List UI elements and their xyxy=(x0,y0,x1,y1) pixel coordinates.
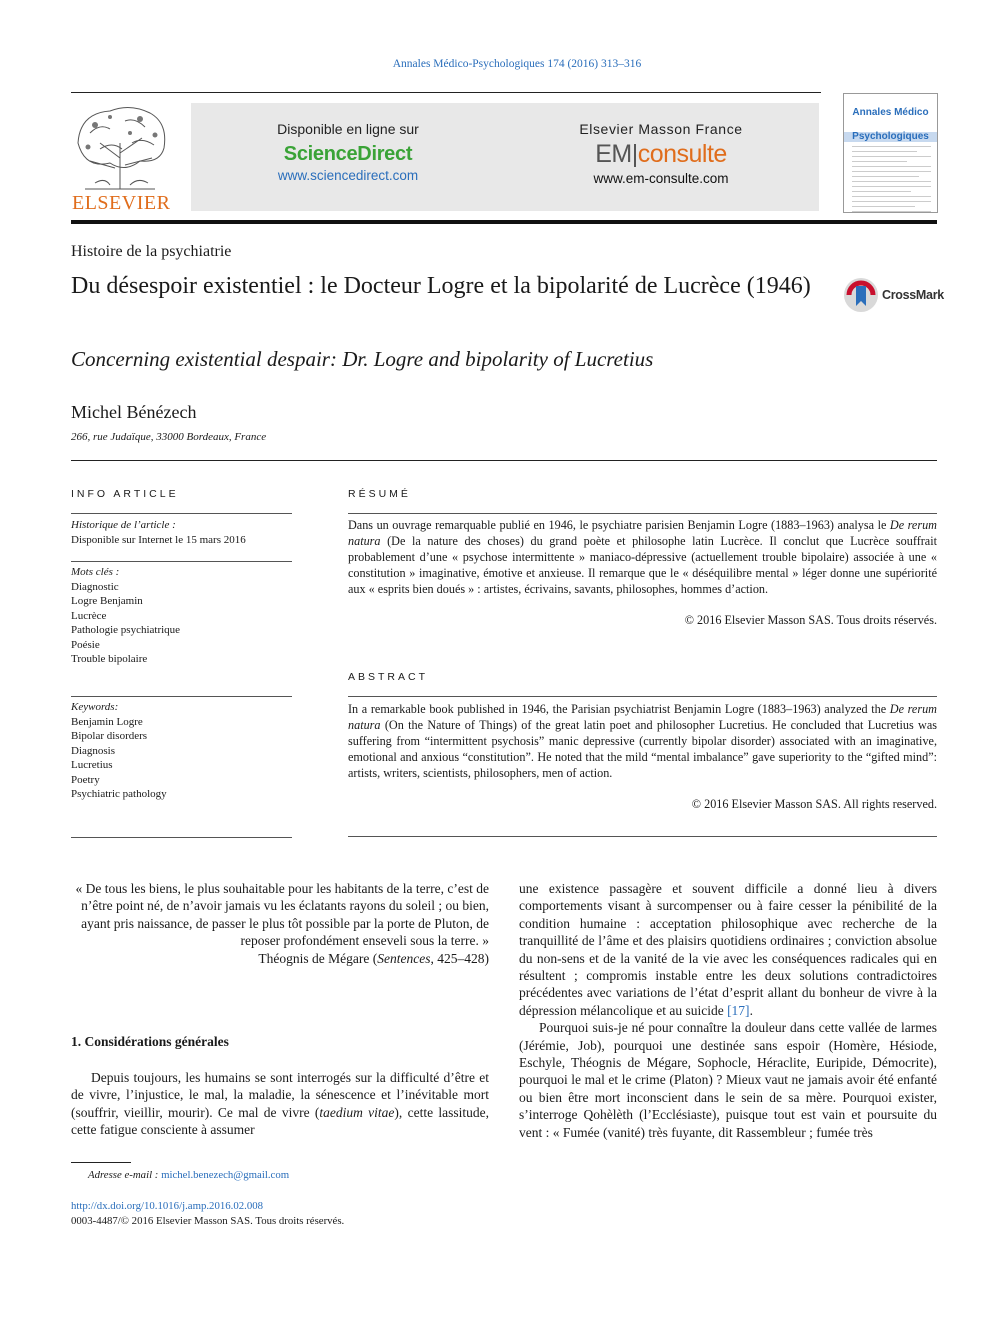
resume-italic: De rerum natura xyxy=(348,518,937,548)
reference-link-17[interactable]: [17] xyxy=(727,1002,750,1018)
doi-link[interactable]: http://dx.doi.org/10.1016/j.amp.2016.02.008 xyxy=(71,1200,264,1212)
epigraph-source: Théognis de Mégare (Sentences, 425–428) xyxy=(258,950,489,966)
sciencedirect-logo[interactable]: ScienceDirect xyxy=(283,143,413,165)
info-rule-2 xyxy=(71,561,292,562)
cover-title-line2: Psychologiques xyxy=(844,132,937,142)
header-rule-thick xyxy=(71,220,937,224)
email-link[interactable]: michel.benezech@gmail.com xyxy=(161,1169,290,1181)
resume-part: Dans un ouvrage remarquable publié en 1946, le psychiatre parisien Benjamin Logre (1883–1963) analysa le xyxy=(348,518,890,532)
col1-text: ), cette lassitude, cette fatigue consciente à assumer xyxy=(71,1104,490,1138)
resume-part: (De la nature des choses) du grand poète et philosophe latin Lucrèce. Il conclut que Lucrèce souffrait probablement d’une « psychose intermittente » maniaco-dépressive (actuellement trouble bipolaire) associée à une « constitution » imaginative, émotive et anxieuse. Il remarque que le « déséquilibre mental » léger donne une supériorité aux « esprits bien doués » : artistes, écrivains, savants, philosophes, hommes d’action. xyxy=(348,534,937,596)
abstract-rule xyxy=(348,696,937,697)
footnote-email xyxy=(88,1169,289,1181)
keyword-fr: Logre Benjamin xyxy=(71,595,143,607)
info-article-heading: INFO ARTICLE xyxy=(71,488,179,500)
cover-title-line1: Annales Médico xyxy=(852,107,929,118)
crossmark-icon[interactable] xyxy=(843,277,879,313)
col1-italic: taedium vitae xyxy=(319,1104,395,1120)
keywords-en-label: Keywords: xyxy=(71,701,119,713)
section-1-title: 1. Considérations générales xyxy=(71,1034,229,1049)
keyword-fr: Pathologie psychiatrique xyxy=(71,624,181,636)
article-title: Du désespoir existentiel : le Docteur Logre et la bipolarité de Lucrèce (1946) xyxy=(71,273,811,299)
keywords-fr-label: Mots clés : xyxy=(71,566,120,578)
em-bar: | xyxy=(631,140,638,168)
col2-paragraph-1: une existence passagère et souvent difficile a donné lieu à divers comportements visant à surcompenser ou à faire cesser la pénibilité de la condition humaine : acceptation philosophique avec recherche de la tranquillité de l’âme et des plaisirs quotidiens ordinaires ; conviction absolue du non-sens et de la vanité de la vie avec les conséquences radicales qui en résultent ; compromis instable entre les deux solutions contradictoires précédentes avec variations de l’état d’esprit allant du bonheur de vivre à la dépression mélancolique et au suicide [17]. xyxy=(519,881,937,1018)
abstract-heading: ABSTRACT xyxy=(348,671,429,683)
crossmark-label[interactable]: CrossMark xyxy=(882,288,944,302)
history-value: Disponible sur Internet le 15 mars 2016 xyxy=(71,533,246,546)
info-rule-4 xyxy=(71,837,292,838)
keyword-en: Diagnosis xyxy=(71,744,115,757)
keyword-en: Bipolar disorders xyxy=(71,730,148,742)
resume-text xyxy=(348,517,937,597)
keywords-en xyxy=(71,700,292,802)
sciencedirect-link[interactable]: www.sciencedirect.com xyxy=(277,168,419,183)
history-label: Historique de l’article : xyxy=(71,519,176,531)
consulte-part: consulte xyxy=(637,140,727,168)
elsevier-masson-label: Elsevier Masson France xyxy=(579,121,743,137)
journal-citation[interactable]: Annales Médico-Psychologiques 174 (2016) 313–316 xyxy=(392,58,642,70)
em-part: EM xyxy=(595,140,632,168)
footnote-rule xyxy=(71,1162,131,1163)
availability-banner xyxy=(191,103,819,211)
col2-paragraph-2: Pourquoi suis-je né pour connaître la douleur dans cette vallée de larmes (Jérémie, Job), pourquoi une destinée sans espoir (Homère, Hésiode, Eschyle, Théognis de Mégare, Sophocle, Héraclite, Euripide, Démocrite), pourquoi le mal et le crime (Platon) ? Mieux vaut ne jamais avoir été enfanté ou bien être mort inconscient dans le sein de sa mère. Pourquoi exister, s’interroge Qohèlèth (l’Ecclésiaste), puisque tout est vain et poursuite du vent : « Fumée (vanité) très fuyante, dit Rassembleur ; fumée très xyxy=(519,1020,937,1140)
keyword-fr: Lucrèce xyxy=(71,609,107,622)
keyword-fr: Diagnostic xyxy=(71,580,119,593)
article-section: Histoire de la psychiatrie xyxy=(71,243,232,260)
body-col2 xyxy=(519,880,937,1141)
available-online-label: Disponible en ligne sur xyxy=(277,121,419,137)
epigraph-text: « De tous les biens, le plus souhaitable pour les habitants de la terre, c’est de n’être point né, de n’avoir jamais vu les éclatants rayons du soleil ; ou bien, ayant pris naissance, de passer le plus tôt possible par la porte de Pluton, de reposer profondément enseveli sous la terre. » xyxy=(75,881,489,949)
email-label: Adresse e-mail : xyxy=(88,1169,162,1181)
emconsulte-logo[interactable] xyxy=(541,140,781,169)
info-rule-3 xyxy=(71,696,292,697)
author-affiliation: 266, rue Judaïque, 33000 Bordeaux, France xyxy=(71,431,267,443)
sciencedirect-block xyxy=(231,121,465,183)
abstract-rule-bottom xyxy=(348,836,937,837)
body-col1-paragraph xyxy=(71,1069,489,1139)
issn-copyright: 0003-4487/© 2016 Elsevier Masson SAS. Tous droits réservés. xyxy=(71,1215,345,1227)
keyword-fr: Poésie xyxy=(71,638,100,651)
keywords-fr xyxy=(71,565,292,667)
abstract-italic: De rerum natura xyxy=(348,702,937,732)
epigraph xyxy=(71,880,489,967)
col1-text: Depuis toujours, les humains se sont interrogés sur la difficulté d’être et de vivre, l’injustice, le mal, la maladie, la sénescence et l’inévitable mort (souffrir, vieillir, mourir). Ce mal de vivre ( xyxy=(71,1070,489,1120)
title-block-rule xyxy=(71,460,937,461)
emconsulte-link[interactable]: www.em-consulte.com xyxy=(593,171,729,186)
abstract-text xyxy=(348,701,937,781)
resume-rule xyxy=(348,513,937,514)
abstract-copyright: © 2016 Elsevier Masson SAS. All rights reserved. xyxy=(691,797,937,811)
header-rule-top xyxy=(71,92,821,93)
resume-heading: RÉSUMÉ xyxy=(348,488,411,500)
elsevier-wordmark: ELSEVIER xyxy=(72,192,171,214)
resume-copyright: © 2016 Elsevier Masson SAS. Tous droits réservés. xyxy=(684,613,937,627)
author-name: Michel Bénézech xyxy=(71,402,197,422)
keyword-en: Poetry xyxy=(71,773,100,786)
article-subtitle: Concerning existential despair: Dr. Logre and bipolarity of Lucretius xyxy=(71,347,654,371)
journal-cover-thumbnail[interactable] xyxy=(843,93,938,213)
abstract-part: (On the Nature of Things) of the great latin poet and philosopher Lucretius. He concluded that Lucretius was suffering from “intermittent psychosis” manic depressive (currently bipolar disorder) associated with an imaginative, emotional and anxious “constitution”. He noted that the mild “mental imbalance” gave superiority to the “gifted mind”: artists, writers, scientists, philosophers, men of action. xyxy=(348,718,937,780)
abstract-part: In a remarkable book published in 1946, the Parisian psychiatrist Benjamin Logre (1883–1963) analyzed the xyxy=(348,702,890,716)
keyword-fr: Trouble bipolaire xyxy=(71,653,148,665)
article-history xyxy=(71,518,292,547)
info-rule-1 xyxy=(71,513,292,514)
elsevier-tree-logo xyxy=(70,103,170,191)
keyword-en: Benjamin Logre xyxy=(71,715,143,728)
emconsulte-block xyxy=(541,121,781,186)
keyword-en: Psychiatric pathology xyxy=(71,788,167,800)
keyword-en: Lucretius xyxy=(71,759,113,771)
